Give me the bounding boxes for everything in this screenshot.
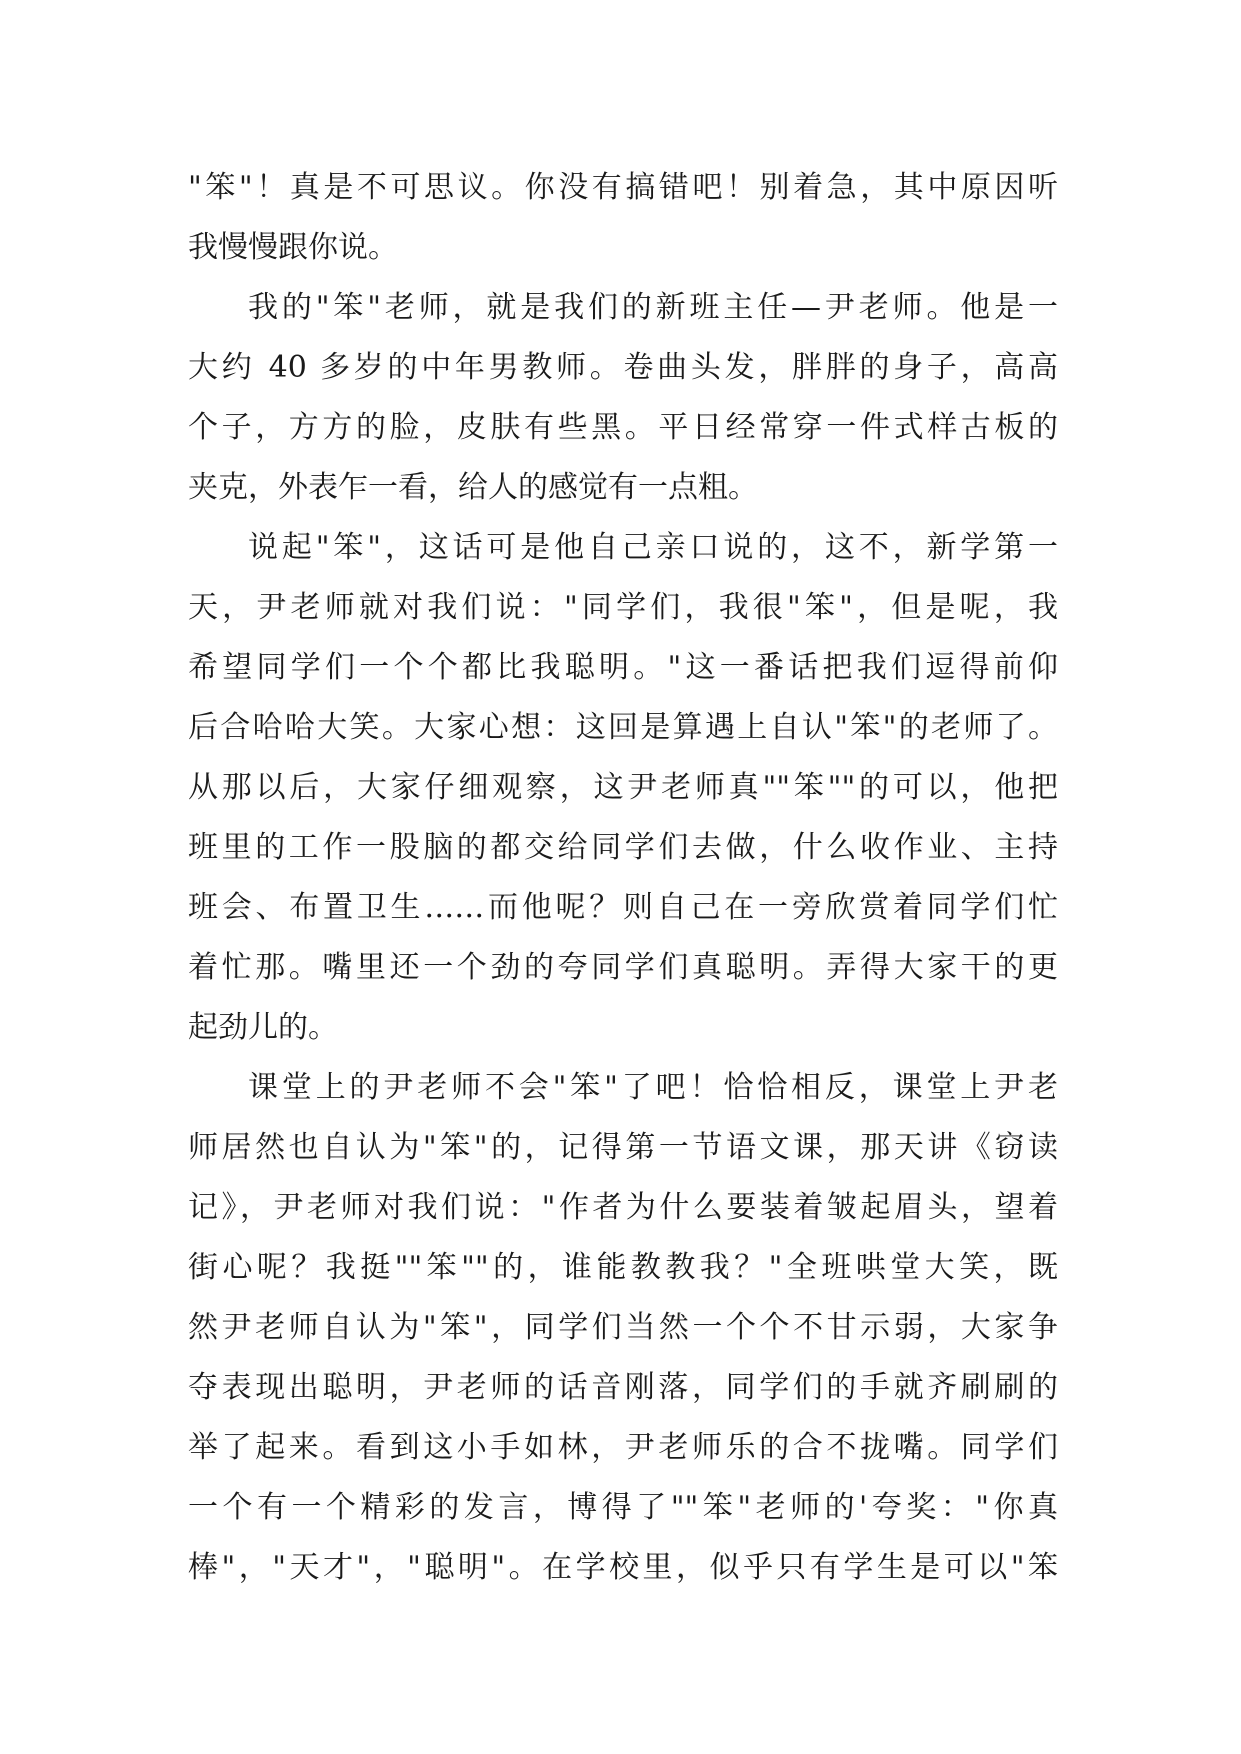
- text-line: 我慢慢跟你说。: [188, 230, 398, 265]
- text-line: 从那以后，大家仔细观察，这尹老师真""笨""的可以，他把: [188, 770, 1058, 805]
- text-line: 棒"，"天才"，"聪明"。在学校里，似乎只有学生是可以"笨: [188, 1550, 1058, 1585]
- paragraph-first-line: 课堂上的尹老师不会"笨"了吧！恰恰相反，课堂上尹老: [248, 1070, 1058, 1105]
- text-line: 一个有一个精彩的发言，博得了""笨"老师的'夸奖："你真: [188, 1490, 1058, 1525]
- text-line: 然尹老师自认为"笨"，同学们当然一个个不甘示弱，大家争: [188, 1310, 1058, 1345]
- text-line: 班会、布置卫生……而他呢？则自己在一旁欣赏着同学们忙: [188, 890, 1058, 925]
- text-line: 夺表现出聪明，尹老师的话音刚落，同学们的手就齐刷刷的: [188, 1370, 1058, 1405]
- text-line: 大约 40 多岁的中年男教师。卷曲头发，胖胖的身子，高高: [188, 350, 1058, 385]
- text-line: 着忙那。嘴里还一个劲的夸同学们真聪明。弄得大家干的更: [188, 950, 1058, 985]
- text-line: 师居然也自认为"笨"的，记得第一节语文课，那天讲《窃读: [188, 1130, 1058, 1165]
- paragraph-first-line: 我的"笨"老师，就是我们的新班主任—尹老师。他是一: [248, 290, 1058, 325]
- text-line: 举了起来。看到这小手如林，尹老师乐的合不拢嘴。同学们: [188, 1430, 1058, 1465]
- text-line: 天，尹老师就对我们说："同学们，我很"笨"，但是呢，我: [188, 590, 1058, 625]
- text-line: 希望同学们一个个都比我聪明。"这一番话把我们逗得前仰: [188, 650, 1058, 685]
- paragraph-first-line: 说起"笨"，这话可是他自己亲口说的，这不，新学第一: [248, 530, 1058, 565]
- text-line: 街心呢？我挺""笨""的，谁能教教我？"全班哄堂大笑，既: [188, 1250, 1058, 1285]
- text-line: "笨"！真是不可思议。你没有搞错吧！别着急，其中原因听: [188, 170, 1058, 205]
- text-line: 班里的工作一股脑的都交给同学们去做，什么收作业、主持: [188, 830, 1058, 865]
- text-line: 起劲儿的。: [188, 1010, 338, 1045]
- text-line: 后合哈哈大笑。大家心想：这回是算遇上自认"笨"的老师了。: [188, 710, 1058, 745]
- text-line: 个子，方方的脸，皮肤有些黑。平日经常穿一件式样古板的: [188, 410, 1058, 445]
- document-body: [188, 158, 1058, 1598]
- text-line: 夹克，外表乍一看，给人的感觉有一点粗。: [188, 470, 758, 505]
- text-line: 记》，尹老师对我们说："作者为什么要装着皱起眉头，望着: [188, 1190, 1058, 1225]
